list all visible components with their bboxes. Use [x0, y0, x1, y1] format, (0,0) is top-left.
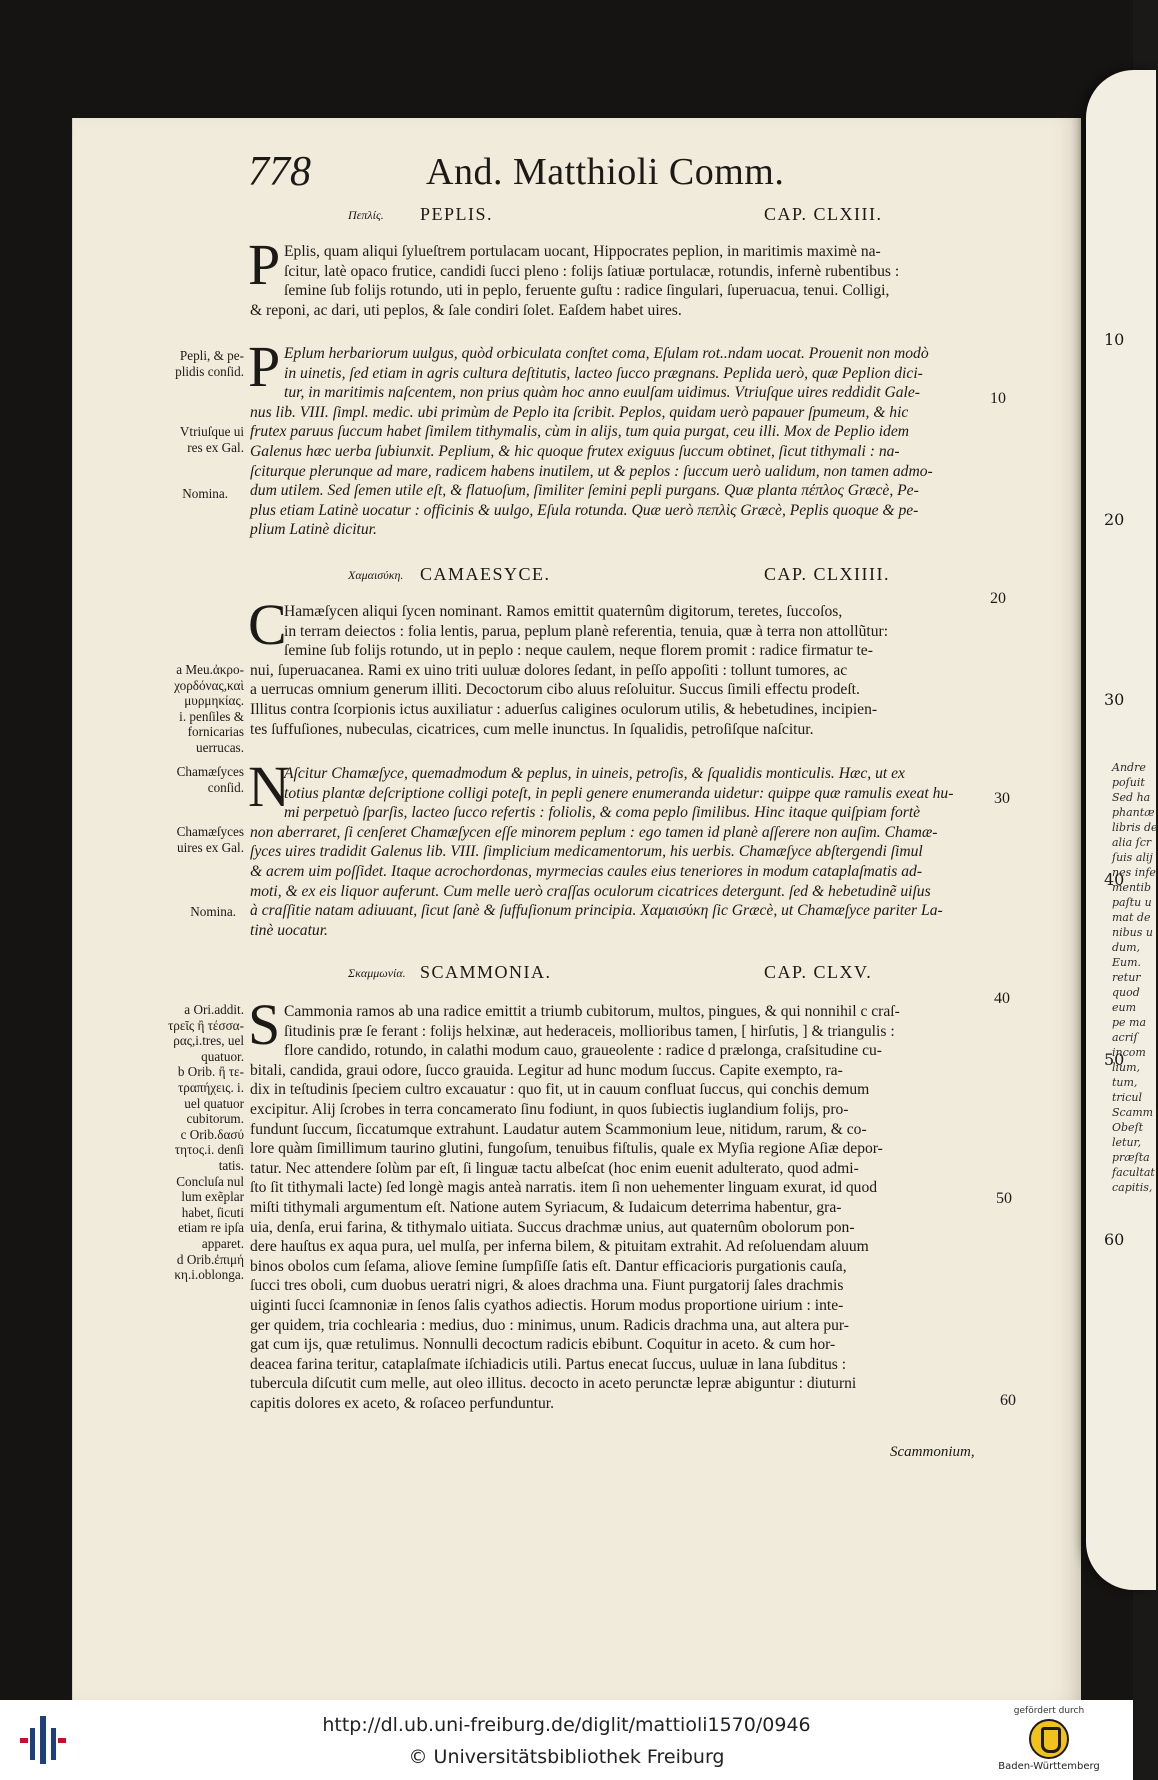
- state-crest-icon: [1029, 1719, 1069, 1759]
- commentary-text: [248, 754, 986, 940]
- margin-note: Nomina.: [190, 904, 236, 919]
- drop-cap: S: [248, 992, 281, 1057]
- text-line: ſemine ſub folijs rotundo, ut in peplo : neque caulem, neque florem promit : radice firmatur te-: [284, 642, 873, 660]
- text-line: dum utilem. Sed ſemen utile eſt, & flatuoſum, ſimiliter ſemini pepli purgans. Quæ planta πέπλος Græcè, Pe-: [250, 482, 919, 500]
- text-line: tes ſuffuſiones, nubeculas, cicatrices, cum melle inunctus. In ſqualidis, petroſiſque naſcitur.: [250, 720, 814, 738]
- text-line: & acrem uim poſſidet. Itaque acrochordonas, myrmecias caules eius teneriores in modum cataplaſmatis ad-: [250, 862, 923, 880]
- next-leaf-margin-number: 10: [1104, 330, 1125, 349]
- text-line: plium Latinè dicitur.: [250, 521, 377, 539]
- copyright-notice: © Universitätsbibliothek Freiburg: [408, 1746, 725, 1768]
- dioscorides-text: [248, 592, 986, 739]
- text-line: ſemine ſub folijs rotundo, uti in peplo, feruente guſtu : radice ſingulari, ſuperuacua, tenui. Colligi,: [284, 282, 890, 300]
- funding-name: Baden-Württemberg: [998, 1761, 1100, 1772]
- text-line: totius plantæ deſcriptione colligi poteſt, in pepli genere enumeranda uidetur: quippe quæ ramulis exeat hu-: [284, 784, 954, 802]
- chapter-title: SCAMMONIA.: [420, 962, 552, 982]
- chapter-heading: [248, 962, 1008, 988]
- text-line: Eplis, quam aliqui ſylueſtrem portulacam uocant, Hippocrates peplion, in maritimis maximè na-: [284, 243, 881, 260]
- drop-cap: P: [248, 334, 281, 399]
- margin-note: Pepli, & pe- plidis conſid.: [175, 348, 244, 379]
- text-line: Galenus hæc uerba ſubiunxit. Peplium, & hic quoque frutex exiguus ſuccum obtinet, ſicut tithymali : na-: [250, 442, 900, 460]
- next-page-edge: [1086, 70, 1156, 1590]
- drop-cap: C: [248, 592, 287, 657]
- greek-title: Πεπλίς.: [348, 208, 384, 222]
- text-line: nus lib. VIII. ſimpl. medic. ubi primùm de Peplo ita ſcribit. Peplos, quidam uerò papauer ſpumeum, & hic: [250, 403, 909, 421]
- text-line: mi perpetuò ſparſis, lacteo ſucco refertis : foliolis, & coma peplo ſimilibus. Hinc itaque quiſpiam fortè: [284, 804, 921, 822]
- text-line: uiginti ſucci ſcamnoniæ in ſenos ſalis cyathos adiectis. Horum modus proportione uirium : inte-: [250, 1296, 844, 1314]
- line-number: 20: [990, 590, 1006, 607]
- next-leaf-margin-number: 50: [1104, 1050, 1125, 1069]
- text-line: dere hauſtus ex aqua pura, uel mulſa, per inferna bilem, & pituitam extrahit. Ad reſoluendam aluum: [250, 1238, 869, 1256]
- text-line: ſucci tres oboli, cum duobus ueratri nigri, & aloes drachma una. Fiunt purgatorij ſales drachmis: [250, 1277, 844, 1295]
- text-line: tur, in maritimis naſcentem, non prius quàm hoc anno euulſam uidimus. Vtriuſque uires reddidit Gale-: [284, 384, 920, 402]
- viewer-footer: [0, 1700, 1133, 1780]
- permalink-url[interactable]: http://dl.ub.uni-freiburg.de/diglit/mattioli1570/0946: [322, 1714, 811, 1736]
- margin-note: Chamæſyces uires ex Gal.: [176, 824, 244, 855]
- text-line: frutex paruus ſuccum habet ſimilem tithymalis, cùm in alijs, tum quia purgat, ceu illi. Mox de Peplio idem: [250, 423, 910, 441]
- text-line: a uerrucas omnium generum illiti. Decoctorum cibo aluus reſoluitur. Succus ſimili effectu prodeſt.: [250, 681, 860, 699]
- next-leaf-text-fragment: Andre poſuit Sed ha phantæ libris de alia ſcr ſuis alij nes infe mentib paſtu u mat de nibus u dum, Eum. retur quod eum pe ma acriſ incom lium, tum, tricul Scamm Obeſt letur, præſta facultat capitis,: [1112, 761, 1158, 1194]
- chapter-number: CAP. CLXIIII.: [764, 564, 890, 584]
- line-number: 40: [994, 990, 1010, 1007]
- text-line: Eplum herbariorum uulgus, quòd orbiculata conſtet coma, Eſulam rot..ndam uocat. Prouenit non modò: [284, 345, 929, 362]
- text-line: fundunt ſuccum, ſiccatumque extrahunt. Laudatur autem Scammonium leue, nitidum, rarum, & co-: [250, 1120, 867, 1138]
- margin-note: a Meu.ἀκρο- χορδόνας,καὶ μυρμηκίας. i. penſiles & fornicarias uerrucas.: [174, 662, 244, 755]
- text-line: gat cum ijs, quæ retulimus. Nonnulli decoctum radicis ebibunt. Coquitur in aceto. & cum hor-: [250, 1336, 836, 1354]
- margin-note: Vtriuſque ui res ex Gal.: [179, 424, 244, 455]
- text-line: moti, & ex eis liquor auferunt. Cum melle uerò craſſas oculorum cicatrices detergunt. ſed & hebetudinẽ uiſus: [250, 882, 931, 900]
- greek-title: Χαμαισύκη.: [348, 568, 404, 582]
- page-number: 778: [248, 149, 311, 195]
- dioscorides-text: [248, 232, 986, 320]
- text-line: tinè uocatur.: [250, 921, 328, 939]
- text-line: à craſſitie natam adiuuant, ſicut ſanè & ſuffuſionum principia. Χαμαισύκη ſic Græcè, ut Chamæſyce pariter La-: [250, 902, 943, 920]
- margin-note: Chamæſyces conſid.: [176, 764, 244, 795]
- text-line: ſitudinis præ ſe ferant : folijs helxinæ, aut hederaceis, mollioribus tamen, [ hirſutis, ] & triangulis :: [284, 1022, 895, 1040]
- text-line: capitis dolores ex aceto, & roſaceo perfunduntur.: [250, 1394, 554, 1412]
- text-line: Illitus contra ſcorpionis ictus auxiliatur : aduerſus caligines oculorum utilis, & hebetudines, incipien-: [250, 700, 878, 718]
- line-number: 60: [1000, 1392, 1016, 1409]
- commentary-text: [248, 334, 986, 540]
- chapter-number: CAP. CLXIII.: [764, 204, 883, 224]
- next-leaf-margin-number: 60: [1104, 1230, 1125, 1249]
- text-line: dix in teſtudinis ſpeciem cultro excauatur : quo fit, ut in cauum confluat ſuccus, qui conchis demum: [250, 1081, 870, 1099]
- next-leaf-margin-number: 20: [1104, 510, 1125, 529]
- text-line: non aberraret, ſi cenſeret Chamæſycen eſſe minorem peplum : ego tamen id planè aſſerere non auſim. Chamæ-: [250, 823, 938, 841]
- chapter-heading: [248, 564, 1008, 590]
- text-line: ſcitur, latè opaco frutice, candidi ſucci pleno : folijs ſatiuæ portulacæ, rotundis, infernè rubentibus :: [284, 262, 900, 280]
- text-line: nui, ſuperuacanea. Rami ex uino triti uuluæ dolores ſedant, in peſſo appoſiti : tollunt tumores, ac: [250, 661, 848, 679]
- text-line: binos obolos cum ſeſama, aliove ſemine ſumpſiſſe ſatis eſt. Dantur efficacioris purgationis cauſa,: [250, 1257, 847, 1275]
- dioscorides-text: [248, 992, 986, 1413]
- next-leaf-margin-number: 30: [1104, 690, 1125, 709]
- drop-cap: N: [248, 754, 290, 819]
- text-line: miſti tithymali argumentum eſt. Natione autem Syriacum, & Iudaicum deterrima habentur, gra-: [250, 1198, 842, 1216]
- text-line: Hamæſycen aliqui ſycen nominant. Ramos emittit quaternûm digitorum, teretes, ſuccoſos,: [284, 603, 843, 620]
- chapter-title: CAMAESYCE.: [420, 564, 551, 584]
- drop-cap: P: [248, 232, 281, 297]
- catchword: Scammonium,: [890, 1444, 975, 1460]
- text-line: deacea farina teritur, cataplaſmate iſchiadicis utili. Partus enecat ſuccus, uuluæ in lana ſubditus :: [250, 1355, 847, 1373]
- funding-badge: [974, 1706, 1124, 1778]
- text-line: in uinetis, ſed etiam in agris cultura deſtitutis, lacteo ſucco prægnans. Peplida uerò, quæ Peplion dici-: [284, 364, 923, 382]
- funding-label: gefördert durch: [1013, 1706, 1085, 1716]
- text-line: bitali, candida, graui odore, ſucco grauida. Legitur ad hunc modum ſuccus. Capite exempto, ra-: [250, 1061, 843, 1079]
- line-number: 10: [990, 390, 1006, 407]
- text-line: ger quidem, tria cochlearia : medius, duo : minimus, unum. Radicis drachma una, aut altera pur-: [250, 1316, 850, 1334]
- text-line: Cammonia ramos ab una radice emittit a triumb cubitorum, multos, pingues, & qui nonnihil c craſ-: [284, 1003, 900, 1020]
- running-head: And. Matthioli Comm.: [426, 151, 785, 193]
- margin-note: a Ori.addit. τρεῖς ἢ τέσσα- ρας,i.tres, uel quatuor. b Orib. ἢ τε- τραπήχεις. i. uel quatuor cubitorum. c Orib.δασύ τητος.i. denſi tatis. Concluſa nul lum exẽplar habet, ſicuti etiam re ipſa apparet. d Orib.ἐπιμή κη.i.oblonga.: [167, 1002, 244, 1283]
- greek-title: Σκαμμωνία.: [348, 966, 406, 980]
- text-line: uia, denſa, erui farina, & tithymalo uitiata. Succus drachmæ unius, aut quaternûm obolorum pon-: [250, 1218, 855, 1236]
- text-line: lore quàm ſimillimum taurino glutini, fungoſum, tenuibus fiſtulis, quale ex Myſia regione Aſiæ depor-: [250, 1140, 883, 1158]
- text-line: & reponi, ac dari, uti peplos, & ſale condiri ſolet. Eaſdem habet uires.: [250, 301, 682, 319]
- text-line: flore candido, rotundo, in calathi modum cauo, graueolente : radice d prælonga, craſsitudine cu-: [284, 1042, 882, 1060]
- line-number: 50: [996, 1190, 1012, 1207]
- margin-note: Nomina.: [182, 486, 228, 501]
- text-line: tatur. Nec attendere ſolùm par eſt, ſi linguæ tactu albeſcat (hoc enim euenit adulterato, quod admi-: [250, 1159, 859, 1177]
- text-line: tubercula diſcutit cum melle, aut oleo illitus. decocto in aceto perunctæ lepræ abiguntur : diuturni: [250, 1375, 857, 1393]
- page-header: [248, 148, 1008, 196]
- next-leaf-margin-number: 40: [1104, 870, 1125, 889]
- text-line: ſciturque plerunque ad mare, radicem habens inutilem, ut & peplos : ſuccum uerò ualidum, non tamen admo-: [250, 462, 933, 480]
- line-number: 30: [994, 790, 1010, 807]
- text-line: plus etiam Latinè uocatur : officinis & uulgo, Eſula rotunda. Quæ uerò πεπλὶς Græcè, Peplis quoque & pe-: [250, 501, 919, 519]
- text-line: ſto ſit tithymali lacte) ſed longè magis anteà narratis. item ſi non uehementer linguam exurat, id quod: [250, 1179, 878, 1197]
- chapter-heading: [248, 204, 1008, 230]
- text-line: in terram deiectos : folia lentis, parua, peplum planè referentia, tenuia, quæ à terra non attollũtur:: [284, 622, 889, 640]
- chapter-number: CAP. CLXV.: [764, 962, 873, 982]
- chapter-title: PEPLIS.: [420, 204, 494, 224]
- text-line: excipitur. Alij ſcrobes in terra concamerato ſinu fodiunt, in quos ſubiectis iuglandium folijs, pro-: [250, 1100, 849, 1118]
- text-line: Aſcitur Chamæſyce, quemadmodum & peplus, in uineis, petroſis, & ſqualidis monticulis. Hæc, ut ex: [284, 765, 905, 782]
- text-line: ſyces uires tradidit Galenus lib. VIII. ſimplicium medicamentorum, his uerbis. Chamæſyce abſtergendi ſimul: [250, 843, 923, 861]
